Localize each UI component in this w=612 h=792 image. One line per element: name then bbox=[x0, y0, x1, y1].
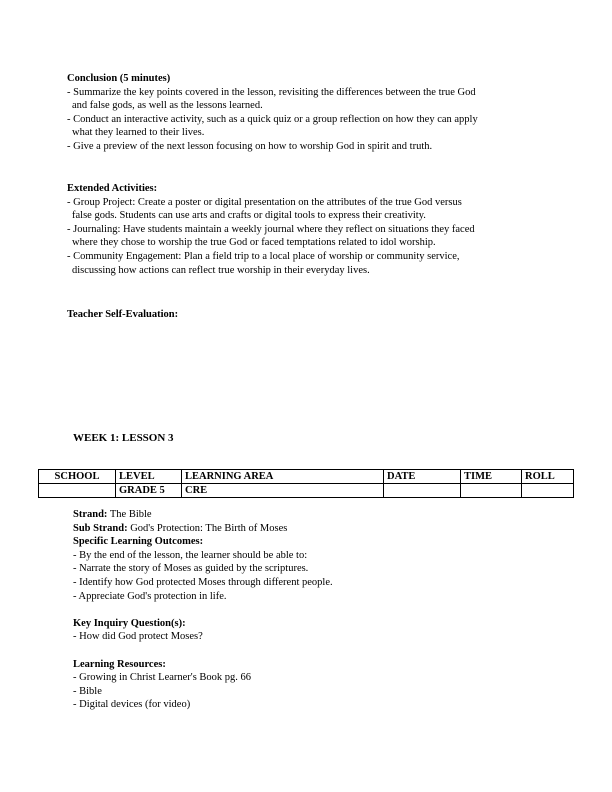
self-evaluation-section bbox=[67, 308, 547, 322]
table-cell: CRE bbox=[182, 484, 384, 498]
inquiry-item: - How did God protect Moses? bbox=[73, 631, 203, 643]
outcome-item: - Appreciate God's protection in life. bbox=[73, 590, 227, 602]
outcomes-heading: Specific Learning Outcomes: bbox=[73, 536, 204, 548]
conclusion-line: and false gods, as well as the lessons learned. bbox=[72, 100, 263, 112]
table-cell bbox=[461, 484, 522, 498]
table-cell bbox=[39, 484, 116, 498]
conclusion-heading: Conclusion (5 minutes) bbox=[67, 73, 171, 84]
resource-item: - Growing in Christ Learner's Book pg. 66 bbox=[73, 672, 252, 684]
resource-item: - Bible bbox=[73, 685, 102, 697]
resources-heading: Learning Resources: bbox=[73, 658, 166, 670]
table-header-cell: ROLL bbox=[522, 470, 574, 484]
outcome-item: - Identify how God protected Moses through different people. bbox=[73, 576, 333, 588]
table-cell bbox=[384, 484, 461, 498]
conclusion-section bbox=[67, 72, 547, 154]
extended-line: - Community Engagement: Plan a field trip to a local place of worship or community service, bbox=[67, 250, 460, 262]
table-header-cell: TIME bbox=[461, 470, 522, 484]
conclusion-line: - Summarize the key points covered in the lesson, revisiting the differences between the true God bbox=[67, 86, 476, 98]
table-header-cell: LEVEL bbox=[116, 470, 182, 484]
strand-line bbox=[73, 508, 553, 522]
extended-activities-section bbox=[67, 182, 547, 277]
outcome-item: - By the end of the lesson, the learner should be able to: bbox=[73, 549, 308, 561]
conclusion-line: - Conduct an interactive activity, such as a quick quiz or a group reflection on how they can apply bbox=[67, 113, 478, 125]
sub-strand-value: God's Protection: The Birth of Moses bbox=[127, 522, 288, 534]
lesson-info-table bbox=[38, 469, 574, 498]
conclusion-line: what they learned to their lives. bbox=[72, 127, 205, 139]
conclusion-line: - Give a preview of the next lesson focusing on how to worship God in spirit and truth. bbox=[67, 140, 433, 152]
inquiry-heading: Key Inquiry Question(s): bbox=[73, 617, 186, 629]
table-row bbox=[39, 484, 574, 498]
table-cell bbox=[522, 484, 574, 498]
extended-line: false gods. Students can use arts and crafts or digital tools to express their creativity. bbox=[72, 210, 426, 222]
self-evaluation-heading: Teacher Self-Evaluation: bbox=[67, 309, 179, 320]
extended-line: - Journaling: Have students maintain a weekly journal where they reflect on situations they faced bbox=[67, 223, 475, 235]
outcome-item: - Narrate the story of Moses as guided by the scriptures. bbox=[73, 563, 309, 575]
table-header-cell: LEARNING AREA bbox=[182, 470, 384, 484]
week-lesson-title: WEEK 1: LESSON 3 bbox=[73, 432, 174, 444]
extended-line: - Group Project: Create a poster or digital presentation on the attributes of the true God versus bbox=[67, 196, 462, 208]
extended-line: where they chose to worship the true God or faced temptations related to idol worship. bbox=[72, 237, 436, 249]
table-header-cell: SCHOOL bbox=[39, 470, 116, 484]
extended-line: discussing how actions can reflect true worship in their everyday lives. bbox=[72, 264, 370, 276]
extended-activities-heading: Extended Activities: bbox=[67, 183, 158, 194]
resource-item: - Digital devices (for video) bbox=[73, 699, 191, 711]
sub-strand-label: Sub Strand: bbox=[73, 522, 128, 534]
table-cell: GRADE 5 bbox=[116, 484, 182, 498]
lesson-details bbox=[73, 508, 553, 712]
sub-strand-line bbox=[73, 522, 553, 536]
strand-label: Strand: bbox=[73, 509, 108, 520]
spacer bbox=[73, 603, 553, 617]
table-header-row bbox=[39, 470, 574, 484]
strand-value: The Bible bbox=[107, 509, 152, 520]
spacer bbox=[73, 644, 553, 658]
table-header-cell: DATE bbox=[384, 470, 461, 484]
